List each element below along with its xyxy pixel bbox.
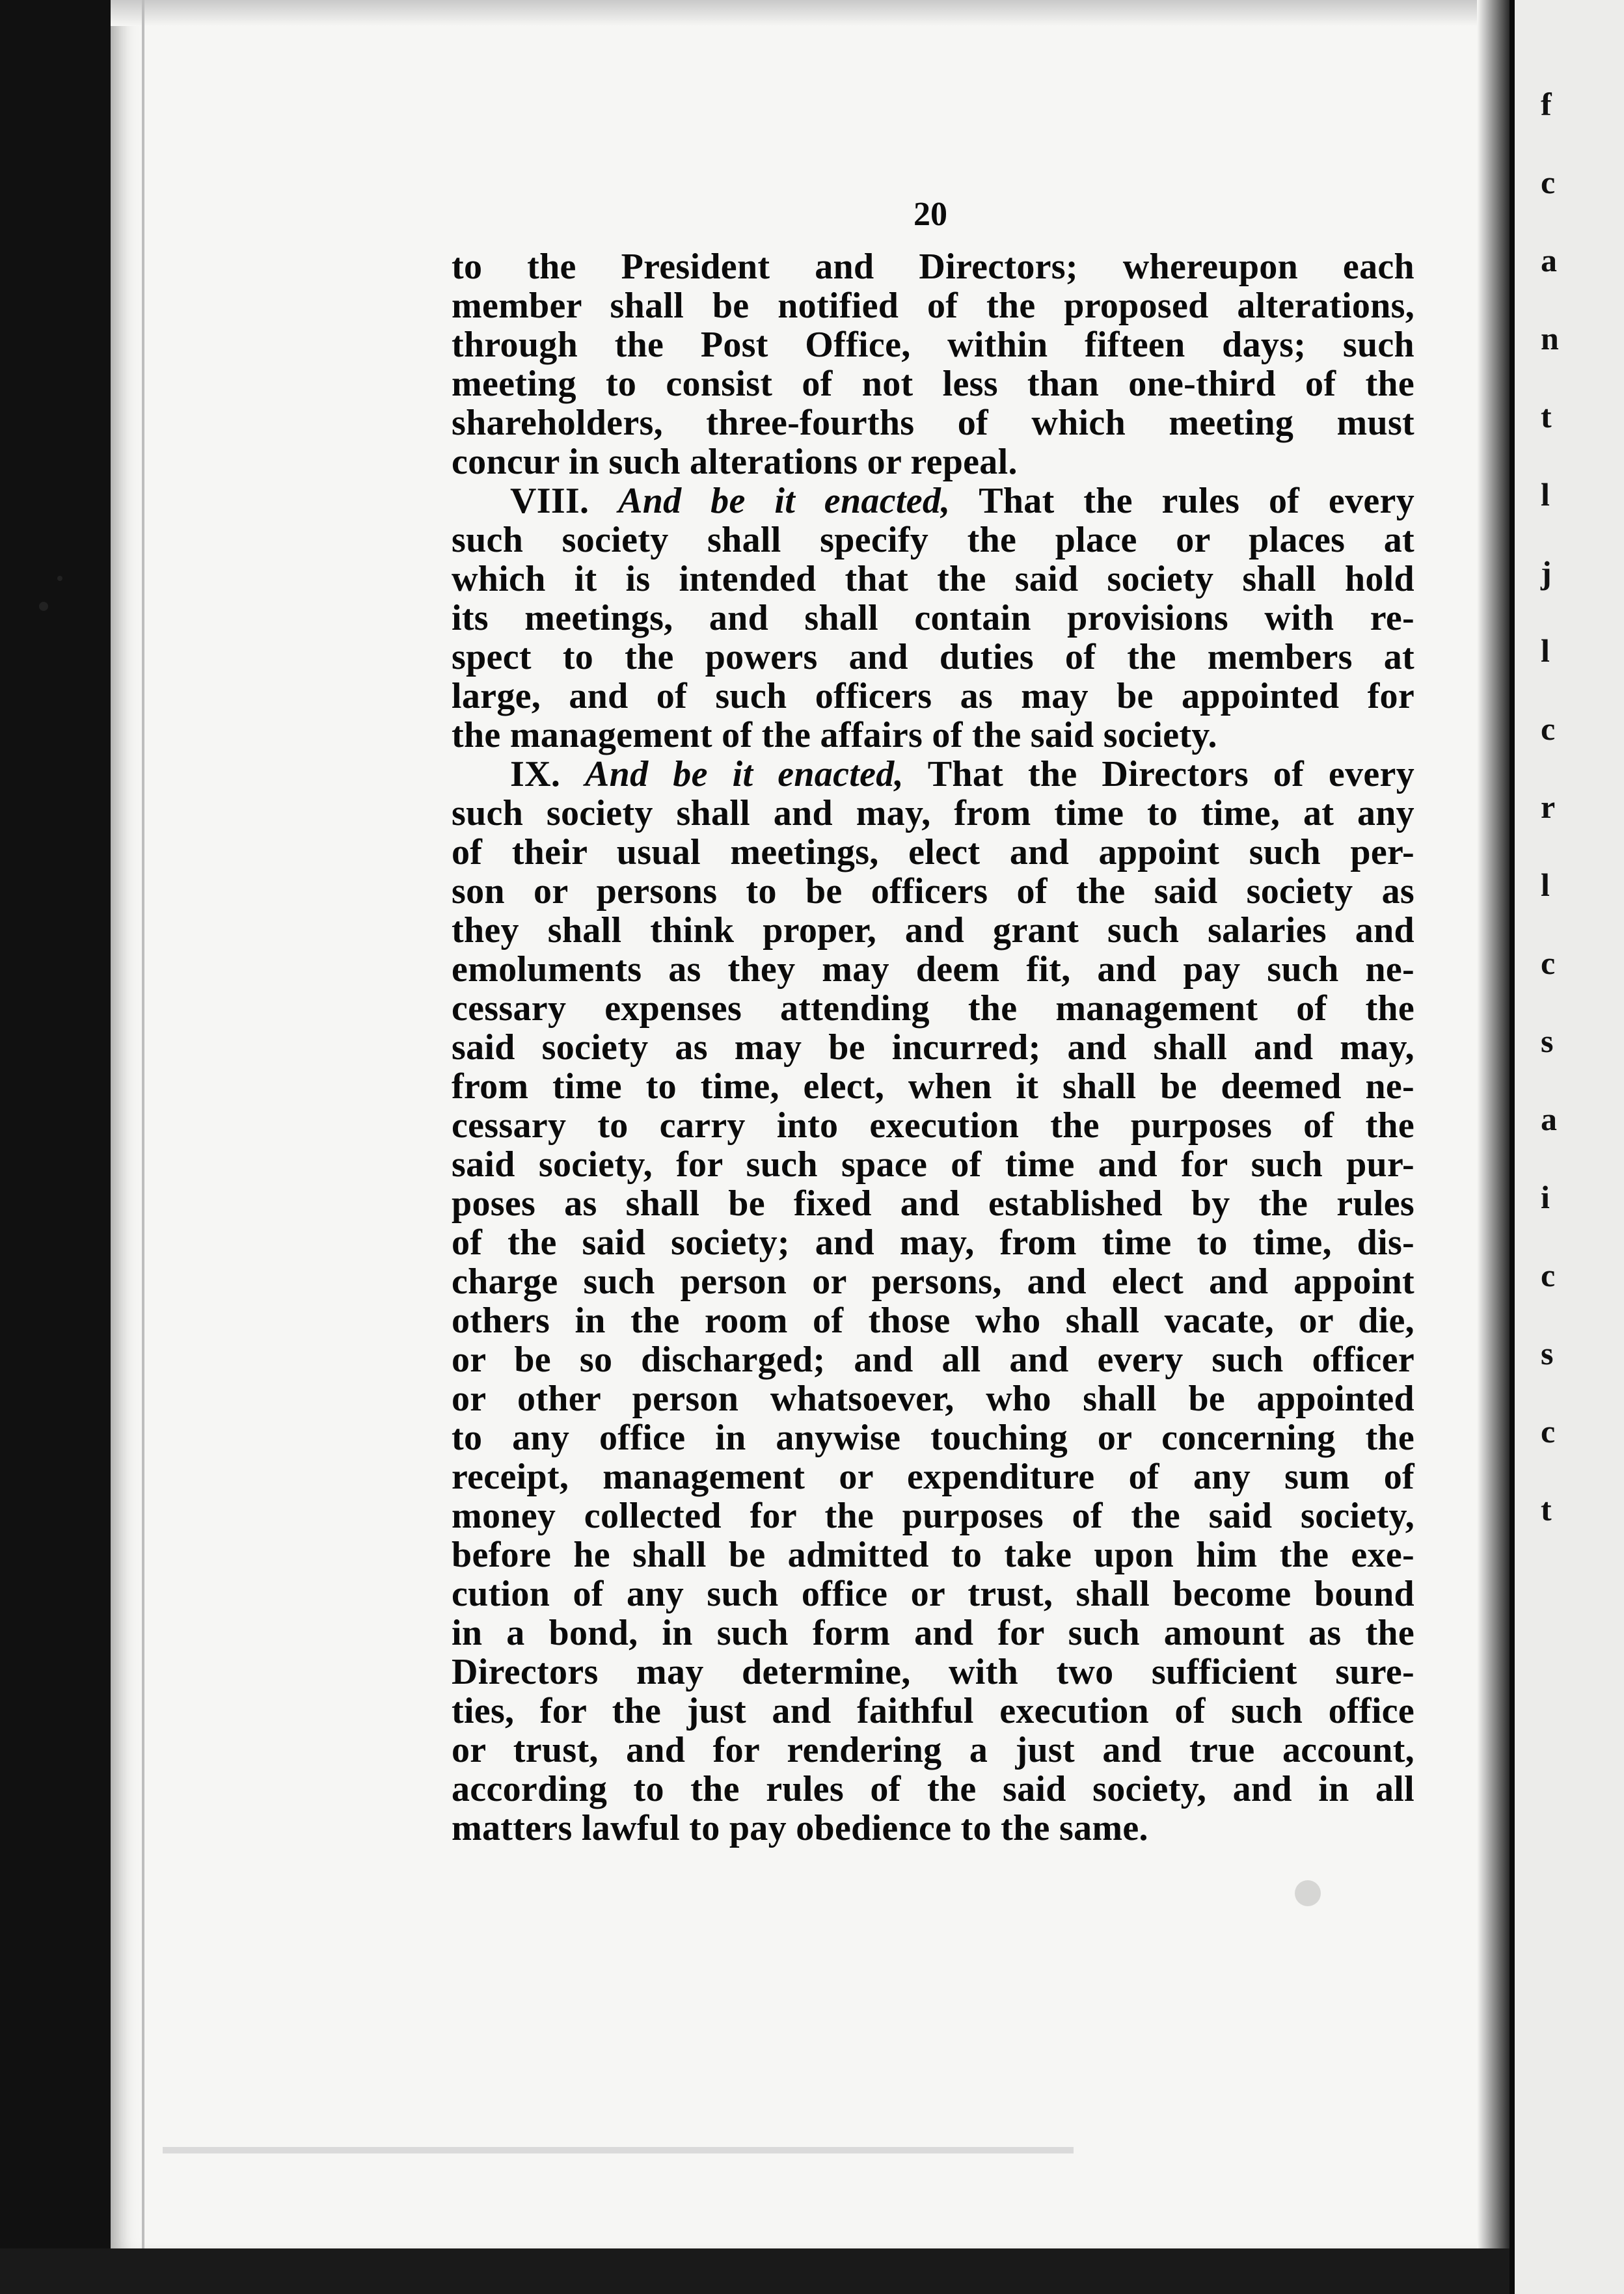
facing-page-glyph: l <box>1541 476 1550 513</box>
text-line <box>452 677 1414 716</box>
line-text: which it is intended that the said society shall hold <box>452 559 1414 599</box>
text-line <box>452 1535 1414 1574</box>
scan-speck <box>39 602 48 611</box>
text-line <box>452 1106 1414 1145</box>
text-line <box>452 1731 1414 1770</box>
line-text: receipt, management or expenditure of any sum of <box>452 1457 1414 1497</box>
text-line <box>452 1457 1414 1496</box>
line-text: they shall think proper, and grant such salaries and <box>452 910 1414 951</box>
text-line <box>452 1340 1414 1379</box>
facing-page-glyph: c <box>1541 164 1556 200</box>
text-line <box>452 716 1414 755</box>
page-top-edge <box>111 0 1509 26</box>
facing-page-glyph: r <box>1541 789 1556 825</box>
facing-page-glyph: c <box>1541 1257 1556 1293</box>
text-line <box>452 247 1414 286</box>
line-text: emoluments as they may deem fit, and pay such ne- <box>452 949 1414 990</box>
facing-page-edge <box>1509 0 1624 2294</box>
facing-page-glyph: t <box>1541 398 1552 435</box>
line-text: cessary to carry into execution the purposes of the <box>452 1105 1414 1146</box>
facing-page-glyph: f <box>1541 86 1552 122</box>
text-line <box>452 794 1414 833</box>
line-text: concur in such alterations or repeal. <box>452 442 1018 482</box>
line-text: in a bond, in such form and for such amount as the <box>452 1613 1414 1653</box>
section-numeral: VIII. <box>510 481 589 521</box>
line-text: such society shall specify the place or places at <box>452 520 1414 560</box>
line-text: such society shall and may, from time to time, at any <box>452 793 1414 833</box>
line-text: That the Directors of every <box>927 754 1414 794</box>
line-text: according to the rules of the said society, and in all <box>452 1769 1414 1809</box>
gutter-shadow <box>1477 0 1509 2248</box>
facing-page-glyph: a <box>1541 1101 1557 1137</box>
line-text: or other person whatsoever, who shall be appointed <box>452 1379 1414 1419</box>
page-number: 20 <box>914 196 947 233</box>
line-text: meeting to consist of not less than one-third of the <box>452 364 1414 404</box>
text-line <box>452 1262 1414 1301</box>
text-line <box>452 1496 1414 1535</box>
facing-page-glyph: s <box>1541 1023 1554 1059</box>
line-text: to the President and Directors; whereupon each <box>452 247 1414 287</box>
text-line <box>452 1692 1414 1731</box>
text-line <box>452 1574 1414 1613</box>
text-line <box>452 520 1414 560</box>
facing-page-glyph: j <box>1541 554 1552 591</box>
line-text: son or persons to be officers of the said society as <box>452 871 1414 911</box>
enacting-clause: And be it enacted, <box>585 754 904 794</box>
facing-page-glyph: i <box>1541 1179 1550 1215</box>
facing-page-glyph: t <box>1541 1491 1552 1528</box>
line-text: through the Post Office, within fifteen days; such <box>452 325 1414 365</box>
text-line <box>452 638 1414 677</box>
text-line <box>452 1067 1414 1106</box>
line-text: others in the room of those who shall vacate, or die, <box>452 1301 1414 1341</box>
text-line <box>452 286 1414 325</box>
text-line <box>452 755 1414 794</box>
line-text: large, and of such officers as may be appointed for <box>452 676 1414 716</box>
page-left-edge <box>142 0 144 2248</box>
facing-page-glyph: l <box>1541 632 1550 669</box>
line-text: shareholders, three-fourths of which meeting must <box>452 403 1414 443</box>
text-line <box>452 1653 1414 1692</box>
scan-speck <box>57 576 62 581</box>
line-text: charge such person or persons, and elect and appoint <box>452 1262 1414 1302</box>
text-line <box>452 950 1414 989</box>
line-text: member shall be notified of the proposed alterations, <box>452 286 1414 326</box>
facing-page-glyph: l <box>1541 867 1550 903</box>
text-line <box>452 560 1414 599</box>
line-text: before he shall be admitted to take upon him the exe- <box>452 1535 1414 1575</box>
line-text: its meetings, and shall contain provisions with re- <box>452 598 1414 638</box>
text-line <box>452 1301 1414 1340</box>
line-text: poses as shall be fixed and established by the rules <box>452 1183 1414 1224</box>
line-text: That the rules of every <box>979 481 1414 521</box>
line-text: of their usual meetings, elect and appoint such per- <box>452 832 1414 872</box>
text-line <box>452 833 1414 872</box>
facing-page-glyph: s <box>1541 1335 1554 1371</box>
facing-page-glyph: c <box>1541 710 1556 747</box>
text-line <box>452 1184 1414 1223</box>
text-line <box>452 481 1414 520</box>
facing-page-glyph: a <box>1541 242 1557 278</box>
text-line <box>452 325 1414 364</box>
line-text: matters lawful to pay obedience to the same. <box>452 1808 1148 1848</box>
line-text: or trust, and for rendering a just and true account, <box>452 1730 1414 1770</box>
section-numeral: IX. <box>510 754 561 794</box>
text-line <box>452 364 1414 403</box>
line-text: Directors may determine, with two sufficient sure- <box>452 1652 1414 1692</box>
line-text: said society as may be incurred; and shall and may, <box>452 1027 1414 1068</box>
facing-page-glyph: c <box>1541 1413 1556 1450</box>
line-text: said society, for such space of time and for such pur- <box>452 1144 1414 1185</box>
line-text: ties, for the just and faithful execution of such office <box>452 1691 1414 1731</box>
text-line <box>452 1770 1414 1809</box>
text-line <box>452 599 1414 638</box>
text-line <box>452 1379 1414 1418</box>
line-text: spect to the powers and duties of the members at <box>452 637 1414 677</box>
text-line <box>452 1223 1414 1262</box>
line-text: cution of any such office or trust, shall become bound <box>452 1574 1414 1614</box>
line-text: cessary expenses attending the management of the <box>452 988 1414 1029</box>
page-bottom-edge <box>163 2147 1074 2153</box>
line-text: the management of the affairs of the said society. <box>452 715 1217 755</box>
line-text: or be so discharged; and all and every such officer <box>452 1340 1414 1380</box>
text-line <box>452 1613 1414 1653</box>
facing-page-glyph: n <box>1541 320 1559 357</box>
line-text: of the said society; and may, from time to time, dis- <box>452 1222 1414 1263</box>
body-text <box>452 247 1414 1848</box>
text-line <box>452 911 1414 950</box>
line-text: to any office in anywise touching or concerning the <box>452 1418 1414 1458</box>
text-line <box>452 1809 1414 1848</box>
text-line <box>452 403 1414 442</box>
text-line <box>452 989 1414 1028</box>
enacting-clause: And be it enacted, <box>618 481 951 521</box>
scan-speck <box>1295 1880 1321 1906</box>
line-text: money collected for the purposes of the said society, <box>452 1496 1414 1536</box>
text-line <box>452 1145 1414 1184</box>
line-text: from time to time, elect, when it shall be deemed ne- <box>452 1066 1414 1107</box>
text-line <box>452 1028 1414 1067</box>
text-line <box>452 1418 1414 1457</box>
text-line <box>452 872 1414 911</box>
facing-page-glyph: c <box>1541 945 1556 981</box>
text-line <box>452 442 1414 481</box>
